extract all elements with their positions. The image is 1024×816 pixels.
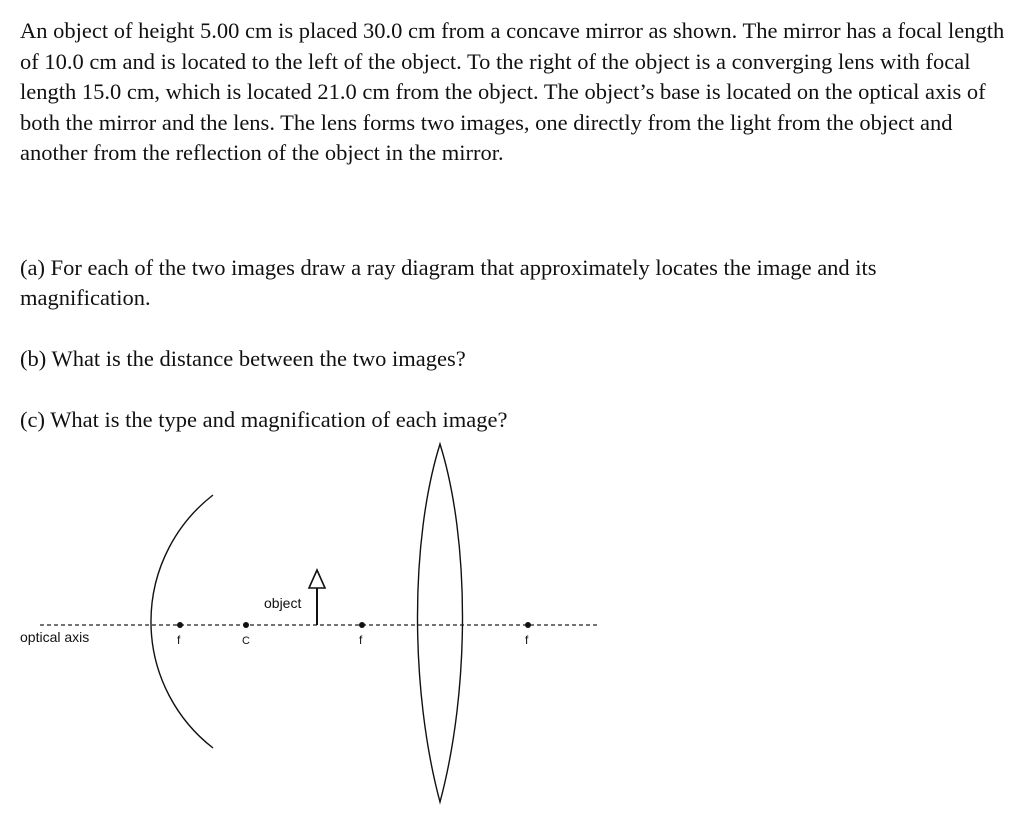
mirror-focal-point: [177, 622, 183, 628]
center-of-curvature-point: [243, 622, 249, 628]
question-part-b: (b) What is the distance between the two images?: [20, 345, 466, 371]
optics-diagram: [0, 430, 1024, 816]
converging-lens: [418, 444, 463, 802]
lens-left-focus-label: f: [359, 633, 363, 647]
lens-right-focal-point: [525, 622, 531, 628]
optical-axis-label: optical axis: [20, 629, 90, 645]
question-part-c: (c) What is the type and magnification of each image?: [20, 406, 508, 432]
problem-intro: An object of height 5.00 cm is placed 30.0 cm from a concave mirror as shown. The mirror has a focal length of 10.0 cm and is located to the left of the object. To the right of the object is a converging lens with focal length 15.0 cm, which is located 21.0 cm from the object. The object’s base is located on the optical axis of both the mirror and the lens. The lens forms two images, one directly from the light from the object and another from the reflection of the object in the mirror.: [20, 18, 1005, 165]
lens-right-focus-label: f: [525, 633, 529, 647]
problem-statement: [20, 16, 1010, 169]
concave-mirror: [151, 495, 213, 748]
object-label: object: [264, 595, 302, 611]
mirror-focus-label: f: [177, 633, 181, 647]
lens-left-focal-point: [359, 622, 365, 628]
object-arrow-head: [309, 570, 325, 588]
center-of-curvature-label: C: [242, 635, 250, 647]
question-part-a: (a) For each of the two images draw a ray diagram that approximately locates the image and its magnification.: [20, 254, 877, 310]
